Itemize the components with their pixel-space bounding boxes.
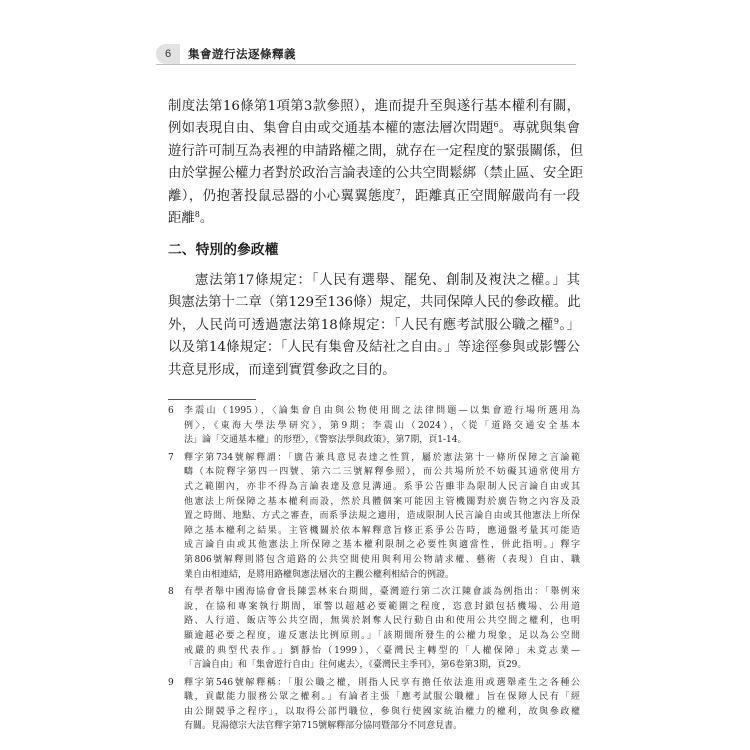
running-title: 集會遊行法逐條釋義 <box>188 47 296 61</box>
footnote-number: 9 <box>168 677 174 688</box>
footnote-7 <box>168 451 580 582</box>
footnote-separator <box>168 399 256 400</box>
footnote-line: 疇（本院釋字第四一四號、第六二三號解釋參照），而公共場所於不妨礙其通常使用方 <box>184 467 580 478</box>
footnote-line: 他憲法上所保障之基本權利而設，然於具體個案可能因主管機關對於廣告物之內容及設 <box>184 496 580 507</box>
body-line: 外，人民尚可透過憲法第18條規定：「人民有應考試服公職之權$^9$。」 <box>168 316 580 333</box>
footnote-line: 業自由相連結，是將用路權與憲法層次的主觀公權利相結合的例證。 <box>184 569 455 580</box>
page-number: 6 <box>156 44 180 64</box>
body-line: 例如表現自由、集會自由或交通基本權的憲法層次問題$^6$。專就與集會 <box>168 120 581 137</box>
footnote-6 <box>168 404 580 448</box>
footnote-line: 有關。見湯德宗大法官釋字第715號解釋部分協同暨部分不同意見書。 <box>184 721 463 732</box>
footnote-8 <box>168 585 580 673</box>
footnote-line: 成言論自由或其他憲法上所保障之基本權利限制之必要性與適當性，併此指明。」釋字 <box>184 540 580 551</box>
body-line: 與憲法第十二章（第129至136條）規定，共同保障人民的參政權。此 <box>168 295 581 311</box>
footnote-line: 置之時間、地點、方式之審查，而系爭法規之適用，造成限制人民言論自由或其他憲法上所保 <box>184 511 580 522</box>
footnote-line: 戒嚴的典型代表作。」劉靜怡（1999），〈臺灣民主轉型的「人權保障」未竟志業— <box>184 645 580 656</box>
footnote-line: 釋字第546號解釋稱：「服公職之權，則指人民享有擔任依法進用或選舉產生之各種公 <box>184 677 580 688</box>
body-line: 遊行許可制互為表裡的申請路權之間，就存在一定程度的緊張關係，但 <box>168 143 584 159</box>
footnote-line: 「言論自由」和「集會遊行自由」往何處去〉，《臺灣民主季刊》，第6卷第3期，頁29。 <box>184 660 527 671</box>
section-heading: 二、特別的參政權 <box>168 242 279 258</box>
body-line: 憲法第17條規定：「人民有選舉、罷免、創制及複決之權。」其 <box>195 273 580 288</box>
body-line: 以及第14條規定：「人民有集會及結社之自由。」等途徑參與或影響公 <box>168 340 580 356</box>
paragraph-2 <box>168 270 580 382</box>
footnote-ref[interactable]: 7 <box>395 187 401 197</box>
body-line: 離），仍抱著投鼠忌器的小心翼翼態度$^7$，距離真正空間解嚴尚有一段 <box>168 187 580 204</box>
footnote-line: 釋字第734號解釋謂：「廣告兼具意見表達之性質，屬於憲法第十一條所保障之言論範 <box>184 452 580 463</box>
footnotes <box>168 404 580 737</box>
footnote-line: 職，貢獻能力服務公眾之權利。」有論者主張「應考試服公職權」旨在保障人民有「經 <box>184 692 580 703</box>
footnote-line: 法」論「交通基本權」的形塑〉，《警察法學與政策》，第7期，頁1-14。 <box>184 435 467 446</box>
body-line: 共意見形成，而達到實質參政之目的。 <box>168 362 396 378</box>
footnote-line: 有學者舉中國海協會會長陳雲林來台期間，臺灣遊行第二次江陳會談為例指出：「舉例來 <box>184 587 580 598</box>
paragraph-1 <box>168 96 584 230</box>
footnote-line: 由公開競爭之程序」，以取得公部門職位，參與行使國家統治權力的權利，故與參政權 <box>184 706 580 717</box>
footnote-number: 6 <box>168 406 174 416</box>
footnote-number: 8 <box>168 587 174 598</box>
footnote-line: 第806號解釋則將包含道路的公共空間使用與利用公物請求權、藝術（表現）自由、職 <box>184 554 580 565</box>
footnote-line: 例〉，《東海大學法學研究》，第9期；李震山（2024），〈從「道路交通安全基本 <box>184 420 580 431</box>
footnote-line: 說，在協和專案執行期間，軍警以超越必要範圍之程度，恣意封鎖包括機場、公用道 <box>184 601 580 612</box>
footnote-text <box>184 676 580 734</box>
footnote-line: 障之基本權利之結果。主管機關於依本解釋意旨修正系爭公告時，應通盤考量其可能造 <box>184 525 580 536</box>
footnote-ref[interactable]: 6 <box>493 120 499 130</box>
footnote-text <box>184 585 580 673</box>
footnote-ref[interactable]: 8 <box>194 209 200 219</box>
body-line: 由於掌握公權力者對於政治言論表達的公共空間鬆綁（禁止區、安全距 <box>168 166 584 182</box>
footnote-number: 7 <box>168 452 174 463</box>
footnote-text <box>184 404 580 448</box>
running-header <box>156 44 296 64</box>
body-line: 制度法第16條第1項第3款參照），進而提升至與遂行基本權利有關， <box>168 99 580 114</box>
header-divider <box>156 64 576 65</box>
footnote-text <box>184 451 580 582</box>
body-line: 距離$^8$。 <box>168 209 214 226</box>
footnote-line: 路、人行道、飯店等公共空間，無異於剝奪人民行動自由和使用公共空間之權利，也明 <box>184 616 580 627</box>
footnote-line: 式之範圍內，亦非不得為言論表達及意見溝通。系爭公告雖非為限制人民言論自由或其 <box>184 481 580 492</box>
footnote-line: 顯逾越必要之程度，違反憲法比例原則。」「該期間所發生的公權力現象，足以為公空間 <box>184 630 580 641</box>
footnote-9 <box>168 676 580 734</box>
footnote-ref[interactable]: 9 <box>553 316 559 326</box>
footnote-line: 李震山（1995），〈論集會自由與公物使用間之法律問題—以集會遊行場所選用為 <box>184 406 580 416</box>
